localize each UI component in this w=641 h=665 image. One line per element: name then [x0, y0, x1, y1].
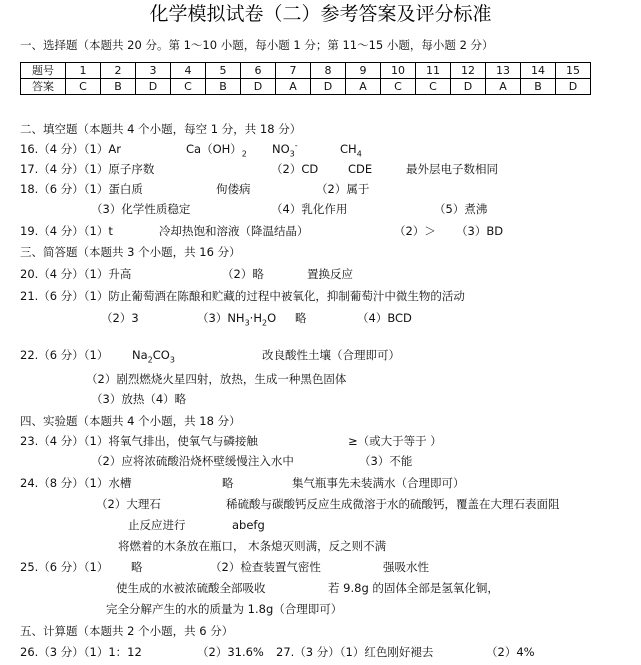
q18-part2: 佝偻病	[216, 182, 251, 196]
table-cell: 9	[346, 63, 381, 79]
q17-part4: 最外层电子数相同	[406, 162, 498, 176]
q27-part2: （2）4%	[486, 645, 535, 659]
q23-part2: ≥（或大于等于 ）	[348, 434, 442, 448]
answer-table	[20, 62, 591, 95]
q18-part4: （3）化学性质稳定	[91, 202, 191, 216]
table-cell: D	[241, 79, 276, 95]
q23-line2b: （3）不能	[359, 454, 413, 468]
table-cell: B	[521, 79, 556, 95]
table-cell: D	[556, 79, 591, 95]
table-cell: C	[66, 79, 101, 95]
q25-part1b: 略	[131, 560, 143, 574]
q16-part1: 16.（4 分）（1）Ar	[20, 142, 121, 156]
q24-line4: 将燃着的木条放在瓶口， 木条熄灭则满，反之则不满	[118, 539, 387, 553]
table-cell: 13	[486, 63, 521, 79]
section-1-heading: 一、选择题（本题共 20 分。第 1～10 小题，每小题 1 分；第 11～15 小题，每小题 2 分）	[20, 38, 494, 52]
q19-part3: （2）＞	[394, 224, 436, 238]
q19-part1: 19.（4 分）（1）t	[20, 224, 113, 238]
table-row-answers	[21, 79, 591, 95]
table-cell: 15	[556, 63, 591, 79]
q18-part5: （4）乳化作用	[271, 202, 348, 216]
q23-part1: 23.（4 分）（1）将氧气排出，使氧气与磷接触	[20, 434, 258, 448]
table-cell: 10	[381, 63, 416, 79]
q25-part3: 强吸水性	[383, 560, 429, 574]
table-row-numbers	[21, 63, 591, 79]
q18-part6: （5）煮沸	[434, 202, 488, 216]
q24-part2: 略	[222, 476, 234, 490]
table-cell: 4	[171, 63, 206, 79]
q19-part4: （3）BD	[456, 224, 504, 238]
q24-part3: 集气瓶事先未装满水（合理即可）	[292, 476, 465, 490]
q22-line3: （3）放热（4）略	[91, 392, 187, 406]
page-title: 化学模拟试卷（二）参考答案及评分标准	[149, 3, 492, 25]
table-cell: B	[101, 79, 136, 95]
table-cell: D	[311, 79, 346, 95]
table-cell: D	[136, 79, 171, 95]
q22-formula: $Na_2CO_3$	[132, 348, 175, 365]
table-cell: A	[486, 79, 521, 95]
q26-part2: （2）31.6%	[197, 645, 264, 659]
q19-part2: 冷却热饱和溶液（降温结晶）	[159, 224, 309, 238]
q24-line3b: abefg	[232, 518, 265, 532]
q21-part4: （4）BCD	[357, 311, 412, 325]
table-cell: C	[416, 79, 451, 95]
table-cell: D	[451, 79, 486, 95]
table-cell: 11	[416, 63, 451, 79]
q25-line2b: 若 9.8g 的固体全部是氢氧化铜，	[328, 581, 499, 595]
table-cell: 12	[451, 63, 486, 79]
table-cell: A	[276, 79, 311, 95]
table-cell: 7	[276, 63, 311, 79]
q22-part1b: 改良酸性土壤（合理即可）	[262, 348, 400, 362]
section-4-heading: 四、实验题（本题共 4 个小题，共 18 分）	[20, 414, 241, 428]
section-2-heading: 二、填空题（本题共 4 个小题，每空 1 分，共 18 分）	[20, 122, 302, 136]
q24-part1: 24.（8 分）（1）水槽	[20, 476, 132, 490]
table-cell: C	[381, 79, 416, 95]
q20-part2: （2）略	[222, 267, 264, 281]
q18-part3: （2）属于	[316, 182, 370, 196]
table-cell: 8	[311, 63, 346, 79]
q21-part2: （2）3	[101, 311, 139, 325]
q17-part2: （2）CD	[271, 162, 319, 176]
table-cell: 6	[241, 63, 276, 79]
table-cell: 3	[136, 63, 171, 79]
q17-part3: CDE	[348, 162, 373, 176]
row-label-answer: 答案	[21, 79, 66, 95]
q24-line3a: 止反应进行	[128, 518, 186, 532]
q16-part3: $NO_3^-$	[272, 141, 298, 159]
table-cell: 2	[101, 63, 136, 79]
table-cell: 1	[66, 63, 101, 79]
q27-part1: 27.（3 分）（1）红色刚好褪去	[276, 645, 434, 659]
q22-part1: 22.（6 分）（1）	[20, 348, 109, 362]
table-cell: C	[171, 79, 206, 95]
q25-line3: 完全分解产生的水的质量为 1.8g（合理即可）	[106, 602, 343, 616]
q25-part1: 25.（6 分）（1）	[20, 560, 109, 574]
q21-line1: 21.（6 分）（1）防止葡萄酒在陈酿和贮藏的过程中被氧化，抑制葡萄汁中微生物的活动	[20, 289, 465, 303]
q18-part1: 18.（6 分）（1）蛋白质	[20, 182, 143, 196]
q24-line2b: 稀硫酸与碳酸钙反应生成微溶于水的硫酸钙，覆盖在大理石表面阻	[226, 497, 560, 511]
table-cell: A	[346, 79, 381, 95]
q25-part2: （2）检查装置气密性	[210, 560, 321, 574]
q21-part3: $(3)NH_3\cdot H_2O$	[197, 311, 277, 328]
section-3-heading: 三、简答题（本题共 3 个小题，共 16 分）	[20, 245, 241, 259]
table-cell: B	[206, 79, 241, 95]
table-cell: 5	[206, 63, 241, 79]
section-5-heading: 五、计算题（本题共 2 个小题，共 6 分）	[20, 624, 234, 638]
q24-line2a: （2）大理石	[96, 497, 161, 511]
q23-line2: （2）应将浓硫酸沿烧杯壁缓慢注入水中	[91, 454, 294, 468]
q17-part1: 17.（4 分）（1）原子序数	[20, 162, 155, 176]
q25-line2a: 使生成的水被浓硫酸全部吸收	[116, 581, 266, 595]
q20-part3: 置换反应	[307, 267, 353, 281]
q16-part2: $Ca(OH)_2$	[186, 142, 247, 159]
q16-part4: $CH_4$	[340, 142, 362, 159]
q22-line2: （2）剧烈燃烧火星四射，放热，生成一种黑色固体	[86, 372, 347, 386]
q20-part1: 20.（4 分）（1）升高	[20, 267, 132, 281]
q26-part1: 26.（3 分）（1）1：12	[20, 645, 142, 659]
row-label-number: 题号	[21, 63, 66, 79]
table-cell: 14	[521, 63, 556, 79]
q21-part3b: 略	[295, 311, 307, 325]
